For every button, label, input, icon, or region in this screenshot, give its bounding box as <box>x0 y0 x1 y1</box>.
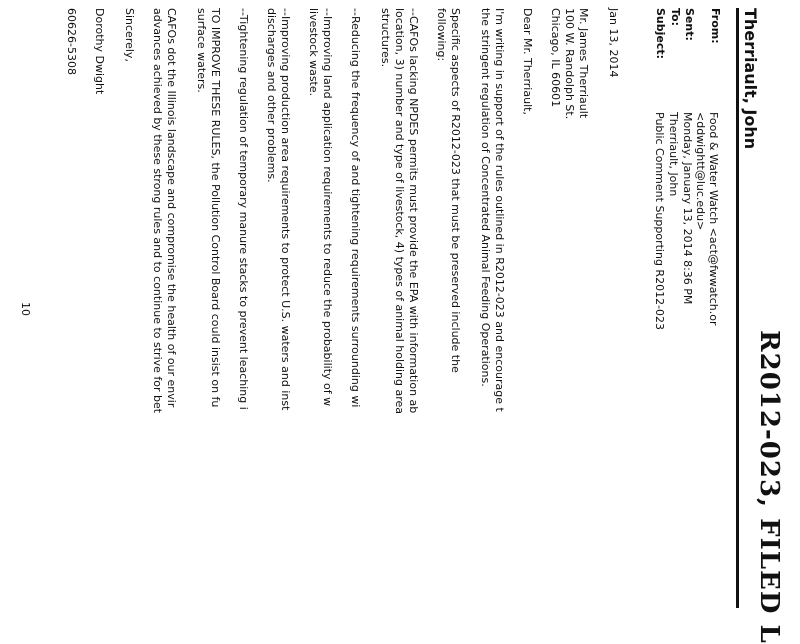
sender-heading: Therriault, John <box>741 8 760 150</box>
page-number: 10 <box>19 302 32 316</box>
from-label: From: <box>709 8 722 44</box>
zip-code: 60626-5308 <box>65 8 78 75</box>
intro-line-1: I'm writing in support of the rules outlined in R2012-023 and encourage t <box>493 8 506 412</box>
bullet-3-line-1: --Improving land application requirements to reduce the probability of w <box>321 8 334 407</box>
address-line-2: 100 W. Randolph St. <box>563 8 576 120</box>
address-line-1: Mr. James Therriault <box>577 8 590 119</box>
bullet-5-line-1: --Tightening regulation of temporary manure stacks to prevent leaching i <box>237 8 250 410</box>
signer-name: Dorothy Dwight <box>93 8 106 95</box>
from-email-value: <ddwightt@luc.edu> <box>694 112 707 231</box>
subject-value: Public Comment Supporting R2012-023 <box>653 112 666 331</box>
bullet-4-line-2: discharges and other problems. <box>265 8 278 183</box>
bullet-1-line-1: --CAFOs lacking NPDES permits must provide the EPA with information ab <box>407 8 420 414</box>
improve-line-2: surface waters. <box>195 8 208 93</box>
to-label: To: <box>669 8 682 26</box>
from-value: Food & Water Watch <act@fwwatch.or <box>707 112 720 326</box>
to-value: Therriault, John <box>667 112 680 197</box>
header-rule <box>736 8 739 608</box>
salutation: Dear Mr. Therriault, <box>521 8 534 115</box>
bullet-4-line-1: --Improving production area requirements to protect U.S. waters and inst <box>279 8 292 411</box>
aspects-line-2: following: <box>435 8 448 62</box>
closing-line-2: advances achieved by these strong rules and to continue to strive for bet <box>151 8 164 414</box>
bullet-1-line-2: location, 3) number and type of livestock, 4) types of animal holding area <box>393 8 406 415</box>
subject-label: Subject: <box>654 8 667 60</box>
filing-stamp-title: R2012-023, FILED L <box>754 330 784 644</box>
signoff: Sincerely, <box>123 8 136 62</box>
closing-line-1: CAFOs dot the Illinois landscape and compromise the health of our envir <box>165 8 178 408</box>
address-line-3: Chicago, IL 60601 <box>549 8 562 108</box>
bullet-2-line-1: --Reducing the frequency of and tightening requirements surrounding wi <box>349 8 362 408</box>
letter-date: Jan 13, 2014 <box>607 8 620 78</box>
sent-value: Monday, January 13, 2014 8:36 PM <box>681 112 694 305</box>
improve-line-1: TO IMPROVE THESE RULES, the Pollution Control Board could insist on fu <box>209 8 222 408</box>
sent-label: Sent: <box>683 8 696 41</box>
bullet-1-line-3: structures. <box>379 8 392 68</box>
bullet-3-line-2: livestock waste. <box>307 8 320 97</box>
intro-line-2: the stringent regulation of Concentrated Animal Feeding Operations. <box>479 8 492 387</box>
aspects-line-1: Specific aspects of R2012-023 that must be preserved include the <box>449 8 462 373</box>
